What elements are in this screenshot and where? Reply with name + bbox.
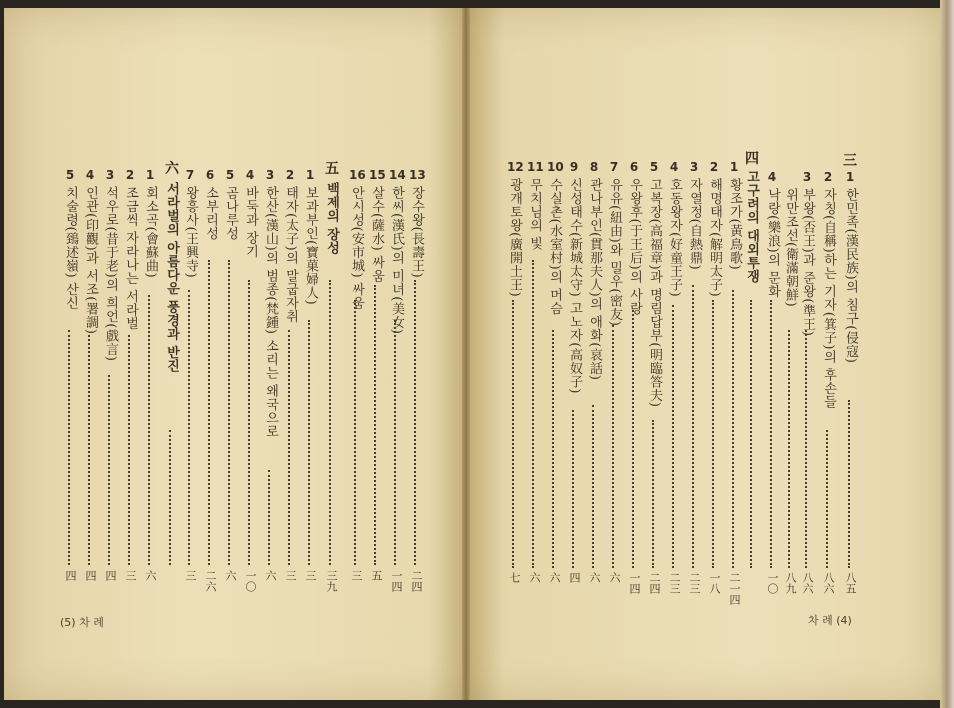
toc-number: 9 — [569, 160, 579, 174]
toc-entry-title[interactable]: 자열정(自熱鼎) — [687, 178, 702, 271]
toc-number: 4 — [245, 168, 255, 182]
toc-entry-title[interactable]: 황조가(黃鳥歌) — [727, 178, 742, 271]
toc-entry-title[interactable]: 자칭(自稱)하는 기자(箕子)의 후손들 — [821, 188, 836, 409]
toc-page-number: 一八 — [708, 572, 721, 594]
right-page-footer: 차 례 (4) — [808, 614, 852, 627]
toc-entry-title[interactable]: 우왕후(于王后)의 사랑 — [627, 178, 642, 316]
toc-entry-title[interactable]: 낙랑(樂浪)의 문화 — [765, 188, 780, 299]
toc-leader-dots — [148, 295, 152, 565]
toc-leader-dots — [68, 330, 72, 565]
toc-number: 2 — [285, 168, 295, 182]
toc-number: 6 — [205, 168, 215, 182]
toc-leader-dots — [572, 410, 576, 568]
toc-number: 12 — [507, 160, 524, 174]
toc-entry-title[interactable]: 고복장(高福章)과 명림답부(明臨答夫) — [647, 178, 662, 408]
toc-entry-title[interactable]: 무치님의 빛 — [527, 178, 542, 251]
toc-number: 2 — [125, 168, 135, 182]
toc-leader-dots — [788, 330, 792, 568]
toc-leader-dots — [848, 400, 852, 568]
toc-entry-title[interactable]: 유유(紐由)와 밀우(密友) — [607, 178, 622, 327]
toc-leader-dots — [394, 320, 398, 565]
toc-number: 6 — [629, 160, 639, 174]
toc-page-number: 一〇 — [766, 572, 779, 594]
toc-number: 15 — [369, 168, 386, 182]
toc-leader-dots — [770, 300, 774, 568]
toc-entry-title[interactable]: 왕흥사(王興寺) — [183, 186, 198, 279]
toc-entry-title[interactable]: 조금씩 자라나는 서라벌 — [123, 186, 138, 331]
toc-number: 1 — [845, 170, 855, 184]
toc-page-number: 一〇 — [244, 570, 257, 592]
toc-entry-title[interactable]: 한민족(漢民族)의 침구(侵寇) — [843, 188, 858, 364]
section-3-marker: 三 — [843, 153, 857, 169]
toc-page-number: 八九 — [784, 572, 797, 594]
toc-number: 3 — [105, 168, 115, 182]
toc-entry-title[interactable]: 안시성(安市城) 싸움 — [349, 186, 364, 310]
right-page — [466, 8, 942, 700]
toc-leader-dots — [512, 300, 516, 568]
toc-leader-dots — [208, 260, 212, 565]
toc-leader-dots — [692, 285, 696, 568]
toc-entry-title[interactable]: 회소곡(會蘇曲) — [143, 186, 158, 279]
toc-page-number: 二三 — [668, 572, 681, 594]
toc-entry-title[interactable]: 위만조선(衛滿朝鮮) — [783, 188, 798, 308]
toc-entry-title[interactable]: 장수왕(長壽王) — [409, 186, 424, 279]
toc-entry-title[interactable]: 신성태수(新城太守) 고노자(高奴子) — [567, 178, 582, 394]
toc-number: 7 — [609, 160, 619, 174]
section-6-marker: 六 — [165, 161, 179, 177]
toc-page-number: 二六 — [204, 570, 217, 592]
toc-leader-dots — [612, 325, 616, 568]
toc-page-number: 八六 — [822, 572, 835, 594]
toc-entry-title[interactable]: 바둑과 장기 — [243, 186, 258, 259]
left-page-footer: (5) 차 례 — [60, 616, 104, 629]
toc-page-number: 六 — [548, 572, 561, 583]
toc-number: 4 — [85, 168, 95, 182]
toc-leader-dots — [732, 290, 736, 568]
toc-page-number: 六 — [528, 572, 541, 583]
toc-page-number: 二三 — [688, 572, 701, 594]
page-edge — [940, 0, 954, 708]
toc-leader-dots — [552, 330, 556, 568]
toc-number: 3 — [265, 168, 275, 182]
toc-number: 4 — [669, 160, 679, 174]
toc-entry-title[interactable]: 인관(印觀)과 서조(署調) — [83, 186, 98, 335]
toc-number: 5 — [65, 168, 75, 182]
toc-page-number: 二四 — [410, 570, 423, 592]
toc-leader-dots — [308, 320, 312, 565]
toc-number: 3 — [689, 160, 699, 174]
toc-leader-dots — [632, 310, 636, 568]
toc-entry-title[interactable]: 한산(漢山)의 범종(梵鍾) 소리는 왜국으로 — [263, 186, 278, 439]
toc-number: 1 — [729, 160, 739, 174]
toc-entry-title[interactable]: 부왕(否王)과 준왕(準王) — [800, 188, 815, 337]
book-gutter — [462, 8, 470, 700]
section-heading[interactable]: 서라벌의 아름다운 풍경과 반진 — [164, 182, 179, 373]
toc-entry-title[interactable]: 태자(太子)의 말굽자취 — [283, 186, 298, 324]
toc-leader-dots — [228, 260, 232, 565]
toc-leader-dots — [592, 405, 596, 568]
toc-entry-title[interactable]: 석우로(昔于老)의 희언(戲言) — [103, 186, 118, 362]
toc-entry-title[interactable]: 한씨(漢氏)의 미녀(美女) — [389, 186, 404, 335]
toc-page-number: 四 — [104, 570, 117, 581]
toc-entry-title[interactable]: 호동왕자(好童王子) — [667, 178, 682, 298]
toc-entry-title[interactable]: 살수(薩水) 싸움 — [369, 186, 384, 283]
toc-number: 4 — [767, 170, 777, 184]
toc-page-number: 六 — [224, 570, 237, 581]
toc-number: 3 — [802, 170, 812, 184]
toc-entry-title[interactable]: 광개토왕(廣開土王) — [507, 178, 522, 298]
toc-page-number: 三 — [284, 570, 297, 581]
toc-entry-title[interactable]: 해명태자(解明太子) — [707, 178, 722, 298]
toc-leader-dots — [108, 375, 112, 565]
toc-page-number: 六 — [588, 572, 601, 583]
toc-entry-title[interactable]: 소부리성 — [203, 186, 218, 240]
toc-leader-dots — [805, 330, 809, 568]
toc-page-number: 一四 — [390, 570, 403, 592]
toc-number: 5 — [225, 168, 235, 182]
toc-leader-dots — [88, 335, 92, 565]
toc-leader-dots — [169, 430, 173, 565]
section-heading[interactable]: 고구려의 대외투쟁 — [744, 170, 759, 284]
toc-page-number: 四 — [568, 572, 581, 583]
toc-page-number: 二四 — [648, 572, 661, 594]
toc-leader-dots — [268, 470, 272, 565]
toc-leader-dots — [354, 300, 358, 565]
toc-leader-dots — [750, 300, 754, 568]
toc-page-number: 六 — [264, 570, 277, 581]
toc-leader-dots — [288, 330, 292, 565]
toc-page-number: 二一四 — [728, 572, 741, 605]
toc-leader-dots — [826, 430, 830, 568]
toc-number: 13 — [409, 168, 426, 182]
toc-leader-dots — [329, 280, 333, 565]
toc-leader-dots — [414, 280, 418, 565]
toc-entry-title[interactable]: 관나부인(貫那夫人)의 애화(哀話) — [587, 178, 602, 381]
toc-leader-dots — [652, 420, 656, 568]
toc-leader-dots — [672, 305, 676, 568]
toc-page-number: 七 — [508, 572, 521, 583]
toc-number: 2 — [823, 170, 833, 184]
toc-page-number: 三 — [304, 570, 317, 581]
toc-number: 1 — [305, 168, 315, 182]
toc-leader-dots — [532, 260, 536, 568]
toc-page-number: 三 — [350, 570, 363, 581]
toc-page-number: 六 — [608, 572, 621, 583]
toc-page-number: 三 — [124, 570, 137, 581]
toc-number: 5 — [649, 160, 659, 174]
toc-page-number: 八五 — [844, 572, 857, 594]
toc-number: 2 — [709, 160, 719, 174]
toc-entry-title[interactable]: 보과부인(寶菓婦人) — [303, 186, 318, 306]
toc-number: 7 — [185, 168, 195, 182]
toc-leader-dots — [374, 285, 378, 565]
toc-leader-dots — [712, 300, 716, 568]
toc-leader-dots — [248, 280, 252, 565]
toc-page-number: 一四 — [628, 572, 641, 594]
toc-number: 8 — [589, 160, 599, 174]
toc-number: 14 — [389, 168, 406, 182]
section-4-marker: 四 — [745, 151, 759, 167]
toc-page-number: 四 — [64, 570, 77, 581]
toc-page-number: 三 — [184, 570, 197, 581]
toc-number: 16 — [349, 168, 366, 182]
toc-number: 1 — [145, 168, 155, 182]
toc-page-number: 八六 — [801, 572, 814, 594]
toc-leader-dots — [188, 290, 192, 565]
toc-entry-title[interactable]: 곰나루성 — [223, 186, 238, 240]
toc-entry-title[interactable]: 치술령(鵄述嶺) 산신 — [63, 186, 78, 310]
toc-number: 11 — [527, 160, 544, 174]
section-heading[interactable]: 백제의 장성 — [324, 182, 339, 255]
toc-page-number: 六 — [144, 570, 157, 581]
toc-number: 10 — [547, 160, 564, 174]
toc-entry-title[interactable]: 수실촌(水室村)의 머슴 — [547, 178, 562, 316]
section-5-marker: 五 — [325, 161, 339, 177]
toc-page-number: 五 — [370, 570, 383, 581]
toc-page-number: 四 — [84, 570, 97, 581]
toc-leader-dots — [128, 335, 132, 565]
toc-page-number: 三九 — [325, 570, 338, 592]
